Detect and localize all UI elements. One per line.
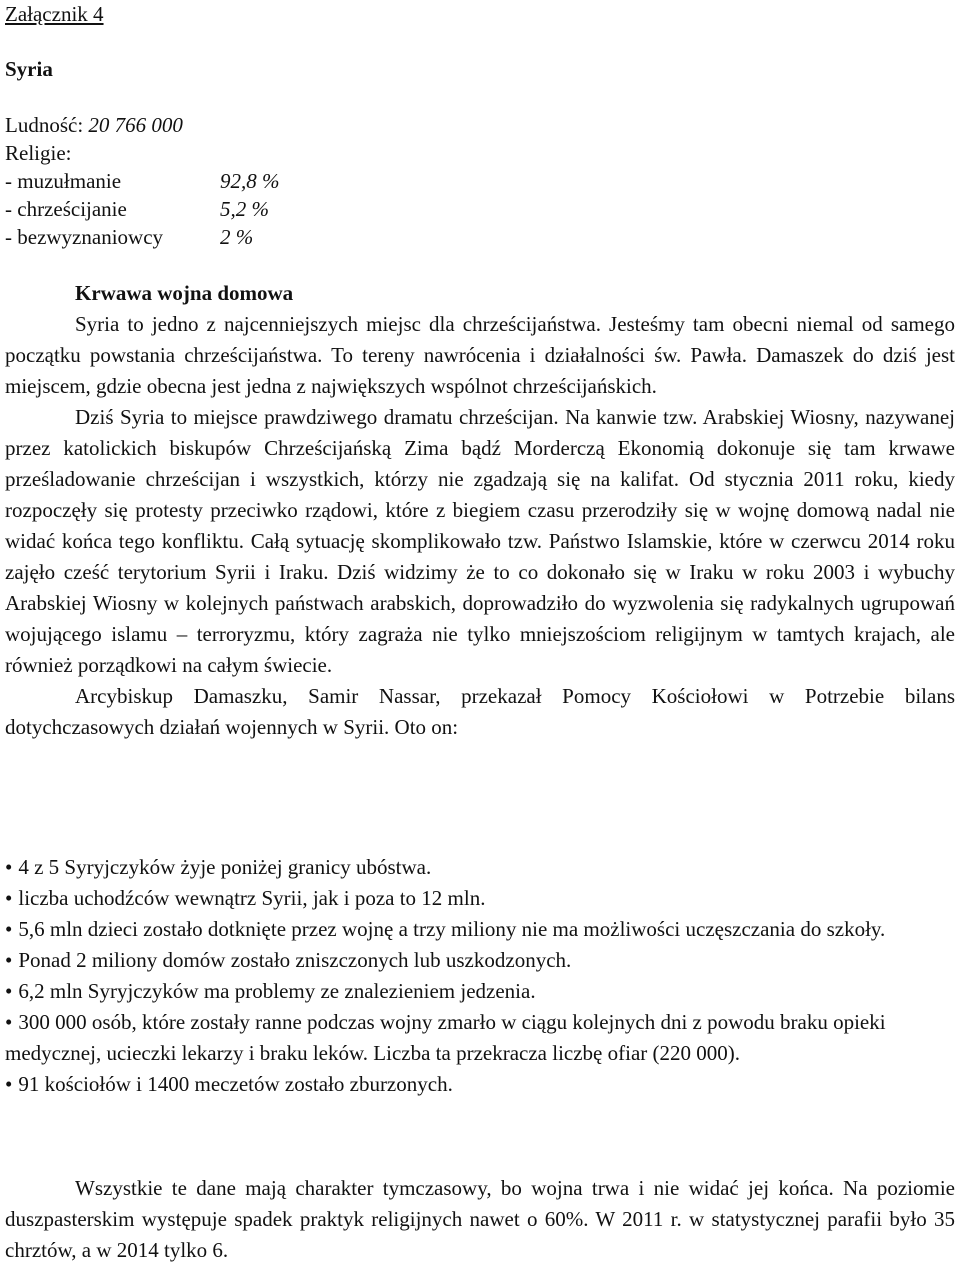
religion-value: 5,2 % bbox=[220, 197, 269, 221]
paragraph: Dziś Syria to miejsce prawdziwego dramatu chrześcijan. Na kanwie tzw. Arabskiej Wiosny, nazywanej przez katolickich biskupów Chrześcijańską Zima bądź Morderczą Ekonomią dokonuje się tam krwawe prześladowanie chrześcijan i wszystkich, którzy nie zgadzają się na kalifat. Od stycznia 2011 roku, kiedy rozpoczęły się protesty przeciwko rządowi, które z biegiem czasu przerodziły się w wojnę domową nadal nie widać końca tego konfliktu. Całą sytuację skomplikowało tzw. Państwo Islamskie, które w czerwcu 2014 roku zajęło cześć terytorium Syrii i Iraku. Dziś widzimy że to co dokonało się w Iraku w roku 2003 i wybuchy Arabskiej Wiosny w kolejnych państwach arabskich, doprowadziło do wyzwolenia się radykalnych ugrupowań wojującego islamu – terroryzmu, który zagraża nie tylko mniejszościom religijnym w tamtych krajach, ale również porządkowi na całym świecie. bbox=[5, 405, 955, 677]
closing-paragraph: Wszystkie te dane mają charakter tymczasowy, bo wojna trwa i nie widać jej końca. Na poziomie duszpasterskim występuje spadek praktyk religijnych nawet o 60%. W 2011 r. w statystycznej parafii było 35 chrztów, a w 2014 tylko 6. bbox=[5, 1176, 955, 1262]
list-item: • 300 000 osób, które zostały ranne podczas wojny zmarło w ciągu kolejnych dni z powodu braku opieki medycznej, ucieczki lekarzy i braku leków. Liczba ta przekracza liczbę ofiar (220 000). bbox=[5, 1007, 955, 1069]
religion-name: - muzułmanie bbox=[5, 169, 122, 193]
religion-row bbox=[5, 223, 280, 251]
paragraph: Arcybiskup Damaszku, Samir Nassar, przekazał Pomocy Kościołowi w Potrzebie bilans dotychczasowych działań wojennych w Syrii. Oto on: bbox=[5, 684, 955, 739]
population-value: 20 766 000 bbox=[88, 113, 183, 137]
population-row bbox=[5, 111, 280, 139]
list-item: • 6,2 mln Syryjczyków ma problemy ze znalezieniem jedzenia. bbox=[5, 976, 955, 1007]
religion-row bbox=[5, 167, 280, 195]
list-item: • 4 z 5 Syryjczyków żyje poniżej granicy ubóstwa. bbox=[5, 852, 955, 883]
religion-name: - chrześcijanie bbox=[5, 197, 127, 221]
population-label: Ludność: bbox=[5, 113, 84, 137]
section-title: Krwawa wojna domowa bbox=[75, 281, 294, 305]
list-item: • 91 kościołów i 1400 meczetów zostało zburzonych. bbox=[5, 1069, 955, 1100]
country-stats bbox=[5, 111, 280, 251]
paragraph: Syria to jedno z najcenniejszych miejsc dla chrześcijaństwa. Jesteśmy tam obecni niemal od samego początku powstania chrześcijaństwa. To tereny nawrócenia i działalności św. Pawła. Damaszek do dziś jest miejscem, gdzie obecna jest jedna z największych wspólnot chrześcijańskich. bbox=[5, 312, 955, 398]
religion-value: 2 % bbox=[220, 225, 254, 249]
religion-name: - bezwyznaniowcy bbox=[5, 225, 164, 249]
religion-value: 92,8 % bbox=[220, 169, 280, 193]
religion-row bbox=[5, 195, 280, 223]
list-item: • liczba uchodźców wewnątrz Syrii, jak i poza to 12 mln. bbox=[5, 883, 955, 914]
list-item: • 5,6 mln dzieci zostało dotknięte przez wojnę a trzy miliony nie ma możliwości uczęszczania do szkoły. bbox=[5, 914, 955, 945]
annex-label: Załącznik 4 bbox=[5, 2, 104, 26]
article-body bbox=[5, 278, 955, 743]
religions-label: Religie: bbox=[5, 141, 72, 165]
country-title: Syria bbox=[5, 57, 53, 81]
list-item: • Ponad 2 miliony domów zostało zniszczonych lub uszkodzonych. bbox=[5, 945, 955, 976]
statistics-list bbox=[5, 852, 955, 1100]
